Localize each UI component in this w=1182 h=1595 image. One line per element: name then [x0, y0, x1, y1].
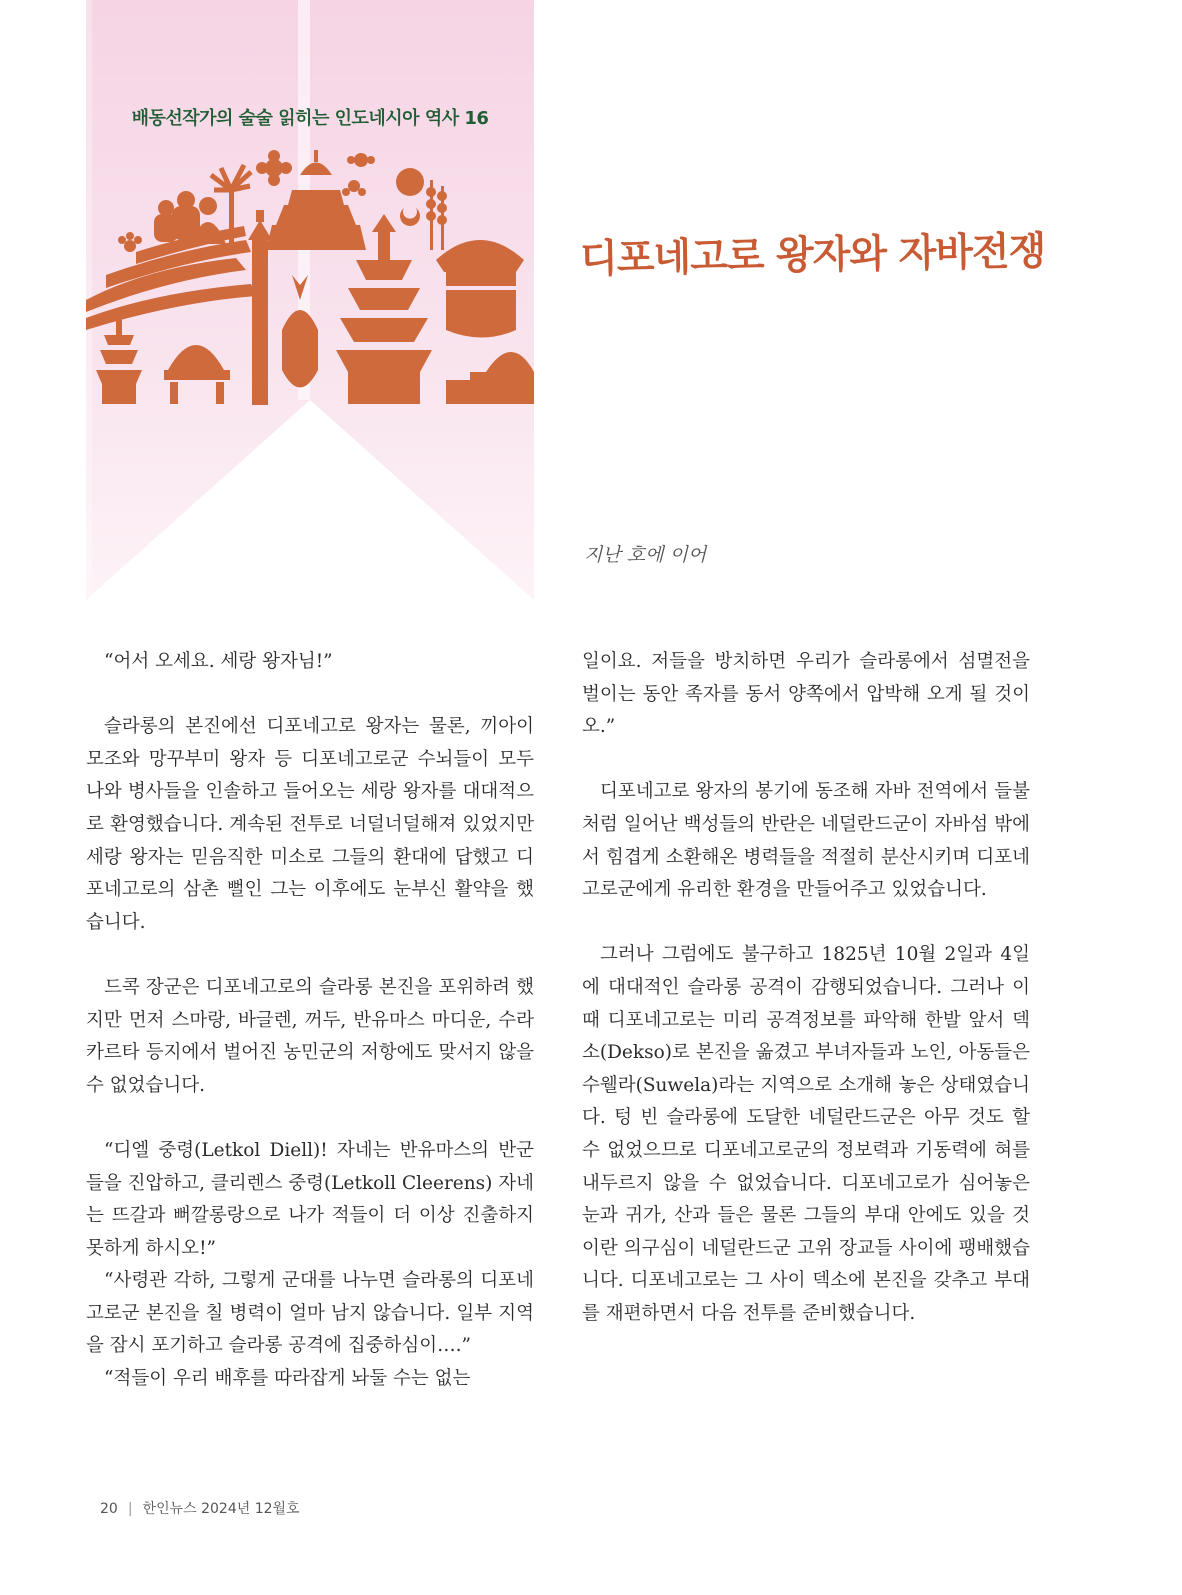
right-column	[582, 646, 1030, 1330]
publication-name: 한인뉴스 2024년 12월호	[142, 1501, 300, 1517]
paragraph: “사령관 각하, 그렇게 군대를 나누면 슬라롱의 디포네고로군 본진을 칠 병력이 얼마 남지 않습니다. 일부 지역을 잠시 포기하고 슬라롱 공격에 집중하심이….”	[86, 1270, 534, 1357]
article-title: 디포네고로 왕자와 자바전쟁	[579, 228, 1046, 283]
continued-note: 지난 호에 이어	[584, 544, 707, 566]
footer-separator: |	[127, 1501, 133, 1517]
paragraph: 슬라롱의 본진에선 디포네고로 왕자는 물론, 끼아이 모조와 망꾸부미 왕자 등 디포네고로군 수뇌들이 모두 나와 병사들을 인솔하고 들어오는 세랑 왕자를 대대적으로 환영했습니다. 계속된 전투로 너덜너덜해져 있었지만 세랑 왕자는 믿음직한 미소로 그들의 환대에 답했고 디포네고로의 삼촌 뻘인 그는 이후에도 눈부신 활약을 했습니다.	[86, 716, 534, 933]
paragraph: “적들이 우리 배후를 따라잡게 놔둘 수는 없는	[104, 1368, 471, 1390]
paragraph: “디엘 중령(Letkol Diell)! 자네는 반유마스의 반군들을 진압하고, 클리렌스 중령(Letkoll Cleerens) 자네는 뜨갈과 뻐깔롱랑으로 나가 적들이 더 이상 진출하지 못하게 하시오!”	[86, 1139, 534, 1259]
page-number: 20	[100, 1501, 118, 1517]
paragraph: 드콕 장군은 디포네고로의 슬라롱 본진을 포위하려 했지만 먼저 스마랑, 바글렌, 꺼두, 반유마스 마디운, 수라카르타 등지에서 벌어진 농민군의 저항에도 맞서지 않을 수 없었습니다.	[86, 976, 534, 1096]
paragraph: “어서 오세요. 세랑 왕자님!”	[104, 651, 333, 672]
paragraph: 일이요. 저들을 방치하면 우리가 슬라롱에서 섬멸전을 벌이는 동안 족자를 동서 양쪽에서 압박해 오게 될 것이오.”	[582, 651, 1030, 738]
paragraph: 디포네고로 왕자의 봉기에 동조해 자바 전역에서 들불처럼 일어난 백성들의 반란은 네덜란드군이 자바섬 밖에서 힘겹게 소환해온 병력들을 적절히 분산시키며 디포네고로군에게 유리한 환경을 만들어주고 있었습니다.	[582, 781, 1030, 901]
banner-illustration	[86, 0, 534, 600]
paragraph: 그러나 그럼에도 불구하고 1825년 10월 2일과 4일에 대대적인 슬라롱 공격이 감행되었습니다. 그러나 이때 디포네고로는 미리 공격정보를 파악해 한발 앞서 덱소(Dekso)로 본진을 옮겼고 부녀자들과 노인, 아동들은 수웰라(Suwela)라는 지역으로 소개해 놓은 상태였습니다. 텅 빈 슬라롱에 도달한 네덜란드군은 아무 것도 할 수 없었으므로 디포네고로군의 정보력과 기동력에 혀를 내두르지 않을 수 없었습니다. 디포네고로가 심어놓은 눈과 귀가, 산과 들은 물론 그들의 부대 안에도 있을 것이란 의구심이 네덜란드군 고위 장교들 사이에 팽배했습니다. 디포네고로는 그 사이 덱소에 본진을 갖추고 부대를 재편하면서 다음 전투를 준비했습니다.	[582, 944, 1030, 1324]
left-column	[86, 646, 534, 1396]
series-title: 배동선작가의 술술 읽히는 인도네시아 역사 16	[131, 108, 489, 129]
header-banner	[86, 0, 534, 600]
page-footer	[100, 1498, 300, 1518]
